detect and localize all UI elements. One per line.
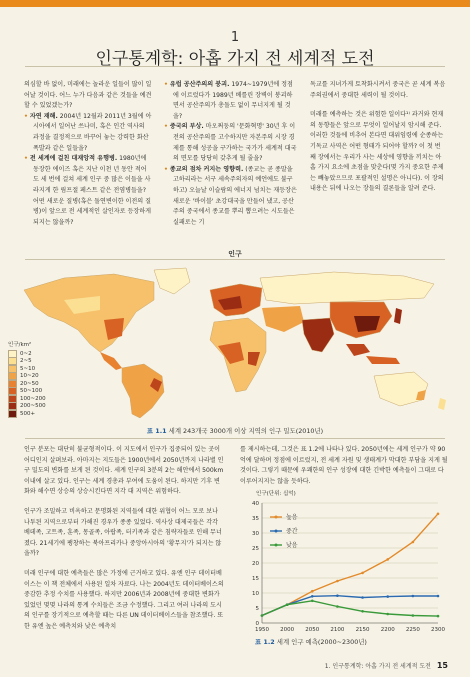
bullet-text: (종교는 곧 종말을 고하리라는 서구 세속주의자의 예언에도 불구하고) 오늘날 이슬람의 에너지 넘치는 재등장은 새로운 '바이블' 초강대국을 만들어 냈고, 공산주의 중국에서 종교를 뿌리 뽑으려는 시도들은 실패로는 기: [173, 165, 297, 226]
x-tick-label: 2300: [431, 627, 445, 633]
y-tick-label: 10: [252, 591, 259, 597]
y-tick-label: 35: [252, 516, 259, 522]
page-number: 15: [436, 661, 448, 670]
chart-caption-text: 세계 인구 예측(2000~2300년): [276, 638, 367, 646]
greenland: [154, 268, 190, 294]
col3-paragraph-2: 미래를 예측하는 것은 위험한 일이다¹⁾ 과거와 현재의 동향들은 앞으로 무엇이 일어날지 암시해 준다. 이러한 것들에 비추어 본다면 대위임령에 순종하는 기독교 사역은 어떤 형태가 되어야 할까? 이 첫 번째 장에서는 우리가 사는 세상에 영향을 끼치는 아홉 가지 요소에 초점을 맞춘다(몇 가지 중요한 주제는 빼놓았으므로 포괄적인 설명은 아니다). 이 장의 내용은 뒤에 나오는 장들의 결론들을 알려 준다.: [310, 111, 444, 193]
y-tick-label: 5: [255, 606, 259, 612]
bullet-text: 마오쩌둥의 '문화혁명' 30년 후 이전의 공산주의를 고수하지만 자본주의 시장 경제를 통해 성공을 구가하는 국가가 세계적 대국의 면모를 당당히 갖추게 될 줄을?: [173, 123, 297, 163]
legend-label: 500+: [20, 410, 36, 417]
legend-marker: [275, 544, 278, 547]
data-point: [386, 558, 389, 561]
legend-label: 200~500: [20, 403, 46, 410]
data-point: [336, 580, 339, 583]
legend-title: 인구/km²: [8, 342, 32, 348]
y-tick-label: 15: [252, 576, 259, 582]
bullet-religion: [164, 165, 298, 229]
north-asia: [260, 272, 434, 304]
data-point: [386, 613, 389, 616]
footer-running-title: 1. 인구통계학: 아홉 가지 전 세계적 도전: [324, 663, 431, 670]
bullet-dot: •: [164, 123, 168, 131]
legend-label: 50~100: [20, 388, 43, 395]
x-tick-label: 2250: [405, 627, 420, 633]
x-tick-label: 1950: [255, 627, 269, 633]
bullet-text: 2004년 12월과 2011년 3월에 아시아에서 일어난 쓰나미, 혹은 인간 역사의 과정을 결정적으로 바꾸어 놓는 강력한 화산 폭발과 같은 일들을?: [33, 112, 152, 152]
caption-rule: [25, 438, 445, 439]
data-point: [437, 615, 440, 618]
bullet-natural-disaster: [24, 112, 152, 154]
map-caption-text: 세계 243개국 3000개 이상 지역의 인구 밀도(2010년): [168, 427, 324, 435]
legend-label: 5~10: [20, 365, 36, 372]
x-tick-label: 2150: [355, 627, 370, 633]
col3-paragraph-1: 독교를 지녀가게 토착화시켜서 중국은 곧 세계 복음주의권에서 중대한 세력이 될 것이다.: [310, 81, 446, 99]
legend-label: 100~200: [20, 395, 46, 402]
chart-y-unit: 인구(단위: 십억): [256, 491, 296, 497]
x-tick-label: 2000: [280, 627, 295, 633]
map-caption: [0, 426, 470, 435]
chapter-title: 인구통계학: 아홉 가지 전 세계적 도전: [95, 49, 375, 69]
y-tick-label: 25: [252, 546, 259, 552]
data-point: [361, 596, 364, 599]
data-point: [286, 603, 289, 606]
legend-label: 높음: [286, 514, 298, 521]
bullet-text: 1974~1979년에 정점에 이르렀다가 1989년 베를린 장벽이 붕괴하면서 공산주의가 총돌도 없이 무너지게 될 것을?: [173, 81, 293, 120]
bullet-head: 유럽 공산주의의 붕괴.: [169, 81, 230, 88]
bullet-head: 전 세계에 걸친 대재앙적 유행병.: [29, 155, 118, 163]
australia: [374, 372, 428, 406]
lower-left-paragraph-3: 미래 인구에 대한 예측들은 많은 가정에 근거하고 있다. 유엔 인구 데이터베이스는 이 책 전체에서 사용된 일차 자료다. 나는 2004년도 데이터베이스의 중감한 추정 수치를 사용했다. 하지만 2006년과 2008년에 중대한 변화가 있었던 몇몇 나라의 통계 수치들은 조금 수정했다. 그리고 여러 나라의 도시의 인구를 장기적으로 예측할 때는 다른 UN 데이터베이스들을 참조했다. 또한 유엔 높은 예측치와 낮은 예측치: [24, 569, 224, 630]
top-accent-bar: [0, 0, 470, 7]
data-point: [412, 614, 415, 617]
data-point: [412, 541, 415, 544]
lower-right-paragraph: 를 제시하는데, 그것은 표 1.2에 나타나 있다. 2050년에는 세계 인구가 약 90억에 달하며 정점에 이르렀지, 전 세계 자원 및 생태계가 막대한 부담을 지게 될 것이다. 그렇기 때문에 우쾌한의 인구 성장에 대한 긴박한 예측들이 그대로 다 이루어지지는 않을 듯하다.: [240, 446, 448, 485]
legend-label: 중간: [286, 528, 298, 535]
legend-marker: [275, 516, 278, 519]
legend-label: 20~50: [20, 380, 39, 387]
chapter-number: 1: [230, 30, 240, 45]
column-2: [164, 80, 298, 228]
intro-paragraph: 의심할 바 없이, 미래에는 놀라운 일들이 많이 일어날 것이다. 어느 누가 다음과 같은 것들을 예견할 수 있었겠는가?: [24, 81, 152, 110]
chart-caption: [255, 637, 367, 646]
data-point: [336, 605, 339, 608]
legend-item: [8, 410, 46, 418]
data-point: [437, 595, 440, 598]
data-point: [361, 572, 364, 575]
bullet-rise-of-china: [164, 122, 298, 164]
x-tick-label: 2200: [380, 627, 395, 633]
series-line: [262, 601, 438, 616]
lower-left-column: [24, 445, 224, 642]
series-line: [262, 596, 438, 616]
bullet-dot: •: [24, 155, 28, 163]
legend-swatch: [8, 410, 17, 418]
x-tick-label: 2050: [305, 627, 320, 633]
data-point: [336, 594, 339, 597]
bullet-pandemic: [24, 154, 152, 228]
south-asia: [302, 318, 334, 352]
map-heading: 인구: [228, 250, 242, 258]
data-point: [311, 590, 314, 593]
bullet-communism-collapse: [164, 80, 298, 122]
legend-label: 10~20: [20, 373, 39, 380]
column-3: [310, 80, 446, 195]
y-tick-label: 40: [252, 501, 259, 507]
bullet-dot: •: [164, 81, 168, 88]
bullet-dot: •: [24, 112, 28, 120]
map-caption-number: 표 1.1: [146, 427, 167, 435]
world-density-map: [4, 260, 466, 420]
lower-left-paragraph-1: 인구 분포는 대단히 불균형적이다. 이 지도에서 인구가 집중되어 있는 곳이 어디인지 살펴보라. 아마지는 지도들은 1900년에서 2050년까지 나라별 인구 밀도의 변화를 보게 된 것이다. 세계 인구의 3분의 2는 해안에서 500km 이내에 살고 있다. 인구는 세계 경총과 부여에 도움이 된다. 하지만 기후 변화와 해수면 상승의 상승시킨다면 지각 대 지역은 위험하다.: [24, 446, 224, 496]
data-point: [361, 610, 364, 613]
y-tick-label: 0: [255, 621, 259, 627]
data-point: [311, 600, 314, 603]
legend-rows: [8, 350, 46, 418]
world-map-svg: [4, 260, 466, 420]
legend-label: 0~2: [20, 350, 32, 357]
y-tick-label: 20: [252, 561, 259, 567]
legend-label: 2~5: [20, 358, 32, 365]
chart-caption-number: 표 1.2: [255, 638, 275, 646]
bullet-head: 중국의 부상.: [169, 123, 204, 131]
map-legend: [8, 340, 46, 418]
page-footer: [325, 661, 448, 670]
y-tick-label: 30: [252, 531, 259, 537]
data-point: [261, 614, 264, 617]
data-point: [311, 595, 314, 598]
column-1: [24, 80, 152, 228]
data-point: [437, 513, 440, 516]
bullet-head: 자연 재해.: [29, 112, 58, 120]
population-projection-chart: [240, 495, 445, 635]
x-tick-label: 2100: [330, 627, 345, 633]
lower-right-column: [240, 445, 450, 487]
legend-label: 낮음: [286, 542, 298, 549]
data-point: [386, 595, 389, 598]
bullet-head: 종교의 점차 커지는 영향력.: [169, 165, 244, 173]
bullet-dot: •: [164, 165, 168, 173]
lower-left-paragraph-2: 인구가 조밀하고 비옥하고 문명화된 지역들에 대한 위협이 어느 모로 보나 나투된 지역으로부터 가해진 경우가 종종 있었다. 역사상 대제국들은 각각 베데족, 고트족, 훈족, 몽골족, 아랍족, 터키족과 같은 침략자들로 인해 무너졌다. 21세기에 팽창하는 북아프리카나 중앙아시아의 '황무지'가 되지는 않을까?: [24, 507, 222, 558]
legend-marker: [275, 530, 278, 533]
bullet-text: 1980년에 동장한 에이즈 혹은 지난 이천 년 동안 적어도 세 번에 걸쳐 세계 인구 중 많은 이들을 사라지게 한 림프절 페스트 같은 전염병들을? 어떤 새로운 질병(혹은 돌연변이한 이전의 질병)이 앞으로 전 세계적인 살인자로 등장하게 되지는 않을까?: [33, 155, 152, 226]
data-point: [412, 595, 415, 598]
